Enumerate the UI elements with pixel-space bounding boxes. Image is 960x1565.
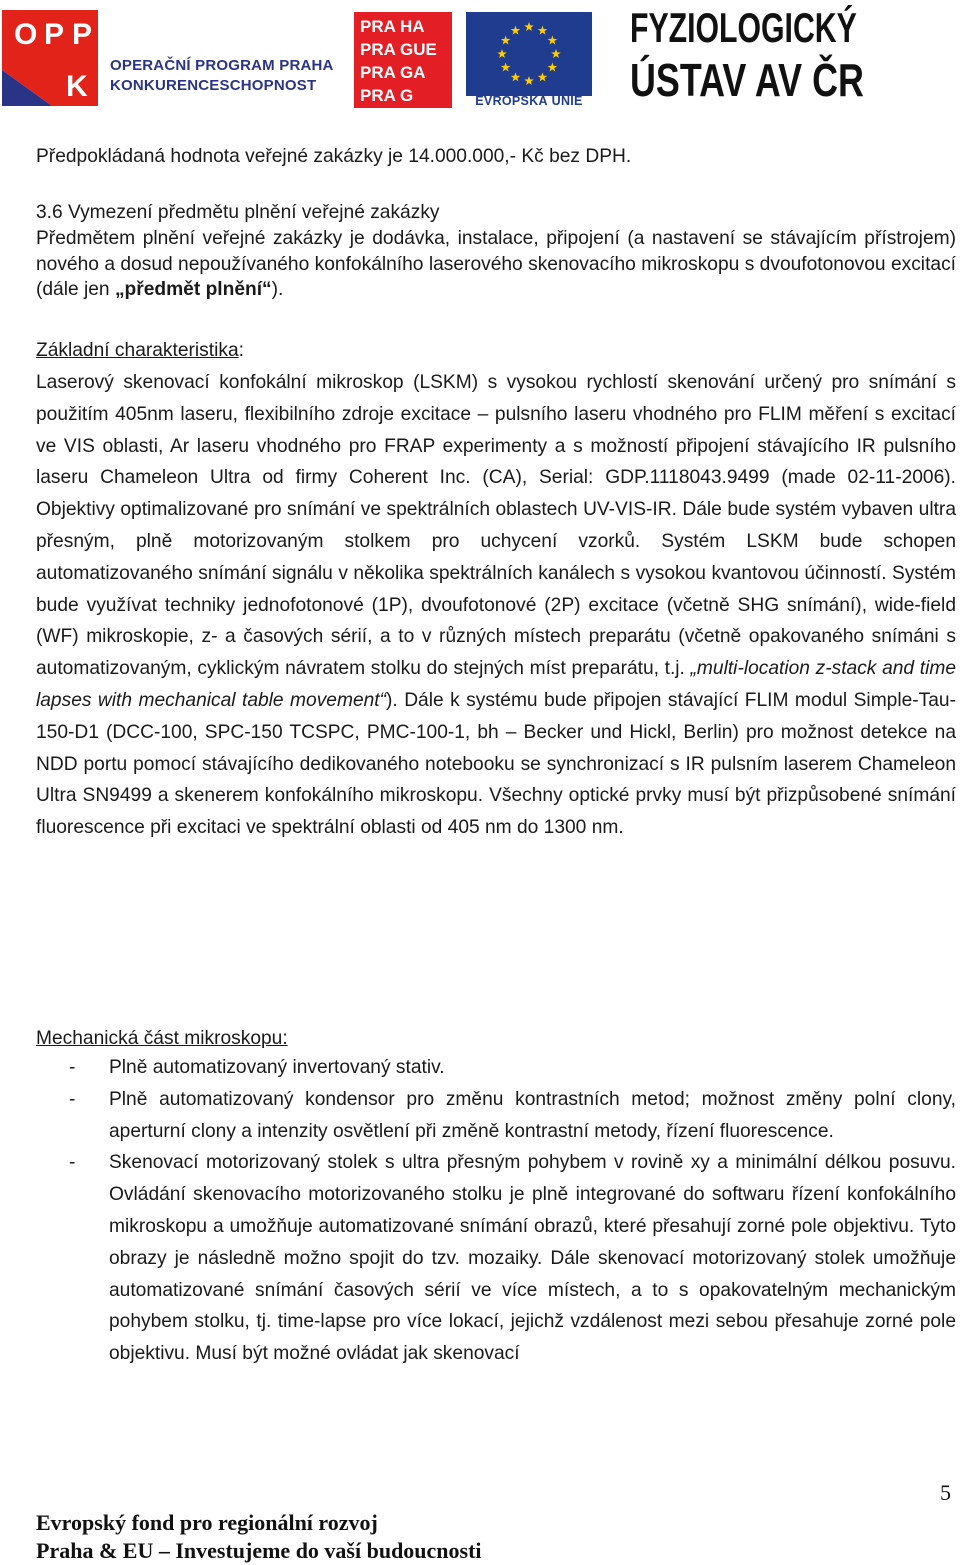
footer-line1: Evropský fond pro regionální rozvoj — [36, 1510, 378, 1535]
praha-row-3: PRA GA — [360, 63, 426, 82]
page-number: 5 — [940, 1480, 951, 1505]
basic-lead: Laserový skenovací konfokální mikroskop (LSKM) s vysokou rychlostí skenování určený pro snímání s použitím 405nm laseru, flexibilního zdroje excitace – pulsního laseru vhodného pro FLIM měření s excitací ve VIS oblasti, Ar laseru vhodného pro FRAP experimenty a s možností připojení stávajícího IR pulsního laseru Chameleon Ultra od firmy Coherent Inc. (CA), Serial: GDP.1118043.9499 (made 02-11-2006). Objektivy optimalizované pro snímání ve spektrálních oblastech UV-VIS-IR. Dále bude systém vybaven ultra přesným, plně motorizovaným stolkem pro uchycení vzorků. Systém LSKM bude schopen automatizovaného snímání signálu v několika spektrálních kanálech s vysokou kvantovou účinností. Systém bude využívat techniky jednofotonové (1P), dvoufotonové (2P) excitace (včetně SHG snímání), wide-field (WF) mikroskopie, z- a časových sérií, a to v různých místech preparátu (včetně opakovaného snímáni s automatizovaným, cyklickým návratem stolku do stejných míst preparátu, t.j. — [36, 372, 956, 680]
subject-lead: Předmětem plnění veřejné zakázky je dodávka, instalace, připojení (a nastavení se stávajícím přístrojem) nového a dosud nepoužívaného konfokálního laserového skenovacího mikroskopu s dvoufotonovou excitací (dále jen — [36, 228, 956, 301]
mech-list — [36, 1052, 956, 1370]
basic-heading-colon: : — [238, 340, 244, 361]
section-heading: 3.6 Vymezení předmětu plnění veřejné zakázky — [36, 202, 440, 223]
fu-logo-line1: FYZIOLOGICKÝ — [630, 4, 857, 51]
subject-tail: ). — [271, 279, 284, 301]
basic-paragraph — [36, 367, 956, 844]
praha-row-1: PRA HA — [360, 17, 425, 36]
estimated-value: Předpokládaná hodnota veřejné zakázky je 14.000.000,- Kč bez DPH. — [36, 146, 632, 167]
subject-paragraph — [36, 226, 956, 303]
praha-logo — [354, 12, 452, 108]
fu-logo-line2: ÚSTAV AV ČR — [630, 54, 864, 106]
opp-program-name — [110, 56, 334, 96]
praha-row-2: PRA GUE — [360, 40, 437, 59]
page-header — [0, 0, 960, 115]
opp-logo — [2, 10, 98, 106]
list-item: - Plně automatizovaný kondensor pro změnu kontrastních metod; možnost změny polní clony, aperturní clony a intenzity osvětlení při změně kontrastní metody, řízení fluorescence. — [36, 1084, 956, 1148]
basic-tail: ). Dále k systému bude připojen stávající FLIM modul Simple-Tau-150-D1 (DCC-100, SPC-150 TCSPC, PMC-100-1, bh – Becker und Hickl, Berlin) pro možnost detekce na NDD portu pomocí stávajícího dedikovaného notebooku se synchronizací s IR pulsním laserem Chameleon Ultra SN9499 a skenerem konfokálního mikroskopu. Všechny optické prvky musí být přizpůsobené snímání fluorescence při excitaci ve spektrální oblasti od 405 nm do 1300 nm. — [36, 689, 956, 839]
eu-label: EVROPSKÁ UNIE — [475, 94, 583, 108]
footer-line2: Praha & EU – Investujeme do vaší budoucnosti — [36, 1538, 482, 1563]
list-item: - Skenovací motorizovaný stolek s ultra přesným pohybem v rovině xy a minimální délkou posuvu. Ovládání skenovacího motorizovaného stolku je plně integrované do softwaru řízení konfokálního mikroskopu a umožňuje automatizované snímání obrazů, které přesahují zorné pole objektivu. Tyto obrazy je následně možno spojit do tzv. mozaiky. Dále skenovací motorizovaný stolek umožňuje automatizované snímání časových sérií ve více místech, a to s opakovatelným mechanickým pohybem stolku, tj. time-lapse pro více lokací, jejichž vzdálenost mezi sebou přesahuje zorné pole objektivu. Musí být možné ovládat jak skenovací — [36, 1147, 956, 1370]
opp-name-line1: OPERAČNÍ PROGRAM PRAHA — [110, 57, 334, 74]
opp-letter-o: O — [14, 18, 38, 51]
list-item: - Plně automatizovaný invertovaný stativ. — [36, 1052, 956, 1084]
opp-letter-p2: P — [72, 18, 93, 51]
basic-heading: Základní charakteristika — [36, 340, 239, 361]
opp-letter-p1: P — [44, 18, 65, 51]
basic-italic: „multi-location z-stack and time lapses with mechanical table movement“ — [36, 658, 956, 711]
opp-name-line2: KONKURENCESCHOPNOST — [110, 77, 317, 94]
basic-heading-line — [36, 338, 244, 364]
subject-term: „předmět plnění“ — [114, 279, 272, 301]
eu-flag-icon — [466, 12, 592, 96]
mech-heading: Mechanická část mikroskopu: — [36, 1028, 288, 1049]
praha-row-4: PRA G — [360, 86, 414, 105]
opp-letter-k: K — [66, 70, 88, 103]
